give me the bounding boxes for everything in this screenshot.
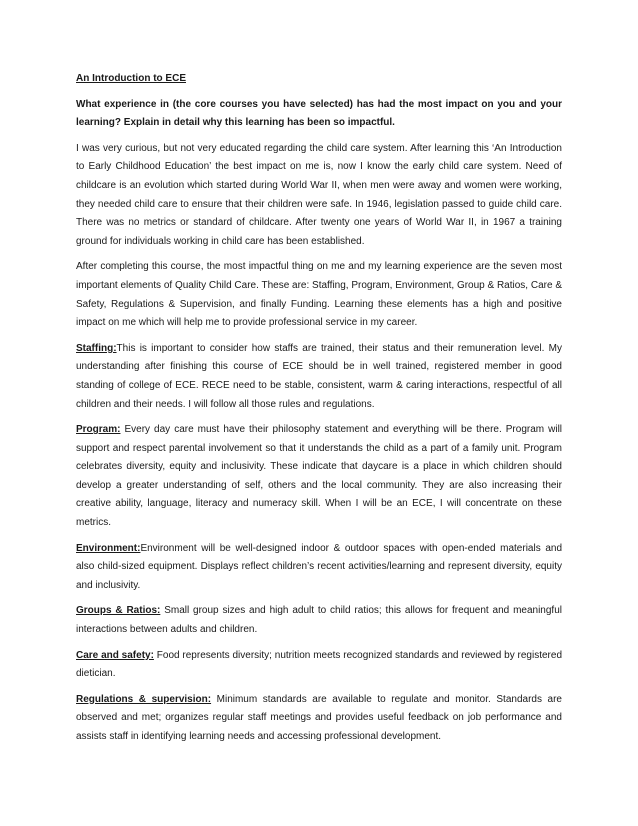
section-groups-ratios xyxy=(76,602,562,639)
section-text: Small group sizes and high adult to child ratios; this allows for frequent and meaningful interactions between adults and children. xyxy=(76,605,562,636)
section-staffing xyxy=(76,340,562,414)
section-program xyxy=(76,421,562,533)
section-heading: Regulations & supervision: xyxy=(76,693,212,705)
section-text: Food represents diversity; nutrition meets recognized standards and reviewed by registered dietician. xyxy=(76,649,563,680)
section-regulations-supervision xyxy=(76,691,562,747)
section-text: Minimum standards are available to regulate and monitor. Standards are observed and met; organizes regular staff meetings and provides useful feedback on job performance and assists staff in identifying learning needs and accessing professional development. xyxy=(76,693,562,742)
intro-paragraph: I was very curious, but not very educated regarding the child care system. After learning this ‘An Introduction to Early Childhood Education’ the best impact on me is, now I know the early child care system. Need of childcare is an evolution which started during World War II, when men were away and women were working, they needed child care to ensure that their children were safe. In 1946, legislation passed to guide child care. There was no metrics or standard of childcare. After twenty one years of World War II, in 1967 a training ground for individuals working in child care has been established. xyxy=(76,142,562,247)
section-heading: Groups & Ratios: xyxy=(76,605,161,617)
section-heading: Care and safety: xyxy=(76,649,154,661)
section-text: Environment will be well-designed indoor & outdoor spaces with open-ended materials and also child-sized equipment. Displays reflect children’s recent activities/learning and represent diversity, equity and inclusivity. xyxy=(76,542,562,591)
section-heading: Staffing: xyxy=(76,342,117,354)
document-page xyxy=(76,70,562,754)
section-heading: Program: xyxy=(76,424,121,436)
section-text: This is important to consider how staffs are trained, their status and their remuneration level. My understanding after finishing this course of ECE should be in well trained, registered member in good standing of college of ECE. RECE need to be stable, consistent, warm & caring interactions, respectful of all children and their needs. I will follow all those rules and regulations. xyxy=(76,342,562,410)
section-care-safety xyxy=(76,647,562,684)
section-heading: Environment: xyxy=(76,542,141,554)
section-environment xyxy=(76,540,562,596)
essay-question: What experience in (the core courses you have selected) has had the most impact on you and your learning? Explain in detail why this learning has been so impactful. xyxy=(76,98,562,129)
intro-paragraph: After completing this course, the most impactful thing on me and my learning experience are the seven most important elements of Quality Child Care. These are: Staffing, Program, Environment, Group & Ratios, Care & Safety, Regulations & Supervision, and finally Funding. Learning these elements has a high and positive impact on me which will help me to provide professional service in my career. xyxy=(76,261,562,329)
section-text: Every day care must have their philosophy statement and everything will be there. Program will support and respect parental involvement so that it understands the child as a part of a family unit. Program celebrates diversity, equity and inclusivity. These indicate that daycare is a place in which children should develop a greater understanding of self, others and the local community. They are also increasing their creative ability, language, literacy and numeracy skill. When I will be an ECE, I will concentrate on these metrics. xyxy=(76,424,563,529)
document-title: An Introduction to ECE xyxy=(76,73,186,84)
